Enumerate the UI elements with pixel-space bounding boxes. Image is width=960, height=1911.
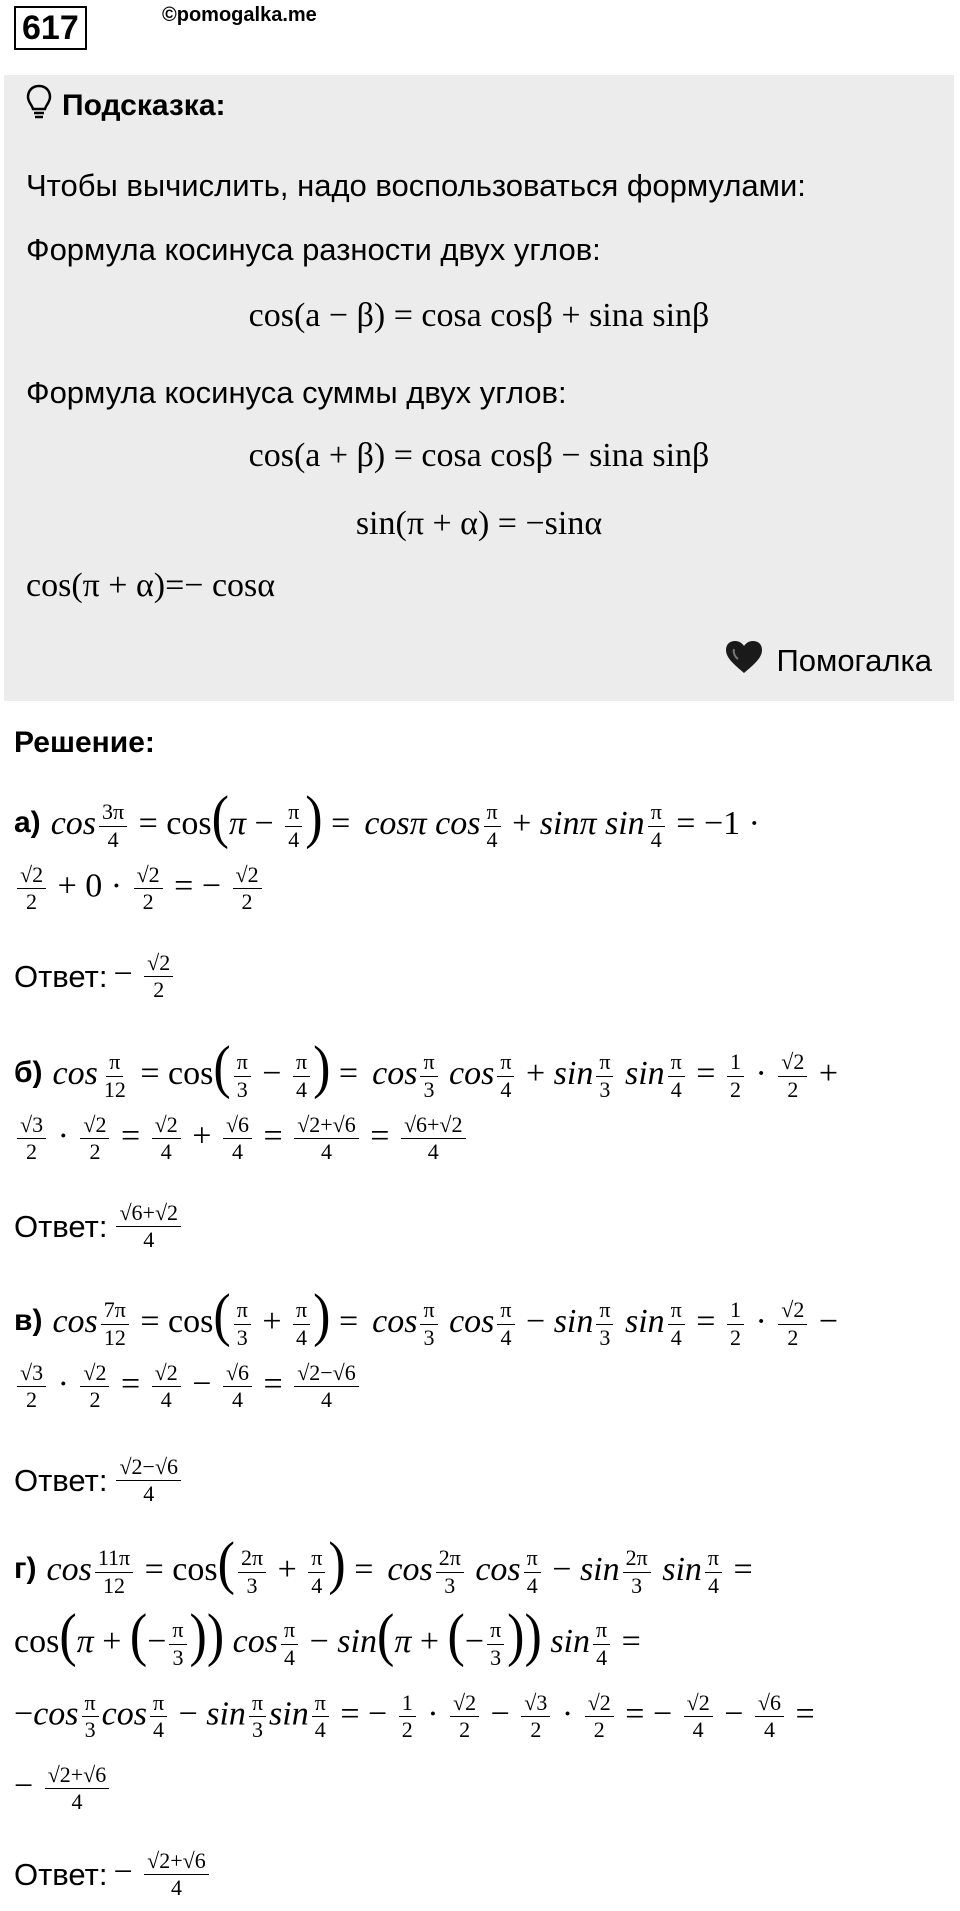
solution-g-label: г) (14, 1551, 37, 1585)
site-watermark: ©pomogalka.me (162, 4, 317, 26)
answer-b-label: Ответ: (14, 1208, 108, 1244)
formula-sin-reduction: sin(π + α) = −sinα (355, 505, 603, 542)
solution-a-label: а) (14, 805, 41, 839)
heart-icon (724, 639, 764, 683)
lightbulb-icon (26, 84, 52, 128)
brand-label: Помогалка (776, 643, 932, 678)
solution-b-label: б) (14, 1055, 43, 1089)
solution-g-answer: Ответ: − $\frac{√2+√6}{4}$ (14, 1848, 212, 1902)
hint-title: Подсказка: (62, 89, 226, 122)
solution-a-answer: Ответ: − $\frac{√2}{2}$ (14, 950, 176, 1004)
solution-v-label: в) (14, 1303, 43, 1337)
solution-g-line-1: г) cos $\frac{11\pi}{12}$ = cos( $\frac{2\pi}{3}$ + $\frac{\pi}{4}$ ) = cos $\frac{2\pi}{3}$ cos $\frac{\pi}{4}$ − sin $\frac{2\pi}{3}$ sin $\frac{\pi}{4}$ = (14, 1530, 753, 1598)
solution-v-answer: Ответ: $\frac{√2-√6}{4}$ (14, 1454, 184, 1508)
solution-b-line-2: $\frac{√3}{2}$ · $\frac{√2}{2}$ = $\frac{√2}{4}$ + $\frac{√6}{4}$ = $\frac{√2+√6}{4}$ = $\frac{√6+√2}{4}$ (14, 1112, 469, 1166)
formula-cos-difference: cos(a − β) = cosa cosβ + sina sinβ (248, 297, 710, 334)
brand (724, 639, 932, 683)
solution-b-answer: Ответ: $\frac{√6+√2}{4}$ (14, 1200, 184, 1254)
hint-header (26, 85, 226, 127)
solution-a-line-1: а) cos $\frac{3\pi}{4}$ = cos(π − $\frac{\pi}{4}$ ) = cosπ cos $\frac{\pi}{4}$ + sinπ sin $\frac{\pi}{4}$ = −1 · (14, 784, 760, 852)
solution-a-line-2: $\frac{√2}{2}$ + 0 · $\frac{√2}{2}$ = − $\frac{√2}{2}$ (14, 862, 265, 916)
formula-cos-sum: cos(a + β) = cosa cosβ − sina sinβ (248, 437, 710, 474)
hint-box (4, 75, 954, 701)
problem-number: 617 (14, 6, 87, 50)
solution-b-line-1: б) cos $\frac{\pi}{12}$ = cos( $\frac{\pi}{3}$ − $\frac{\pi}{4}$ ) = cos $\frac{\pi}{3}$ cos $\frac{\pi}{4}$ + sin $\frac{\pi}{3}$ sin $\frac{\pi}{4}$ = $\frac{1}{2}$ · $\frac{√2}{2}$ + (14, 1034, 839, 1102)
answer-v-label: Ответ: (14, 1462, 108, 1498)
formula-cos-reduction: cos(π + α)=− cosα (26, 567, 276, 604)
hint-line-1: Чтобы вычислить, надо воспользоваться формулами: (26, 168, 806, 203)
solution-v-line-2: $\frac{√3}{2}$ · $\frac{√2}{2}$ = $\frac{√2}{4}$ − $\frac{√6}{4}$ = $\frac{√2-√6}{4}$ (14, 1360, 362, 1414)
answer-a-label: Ответ: (14, 958, 108, 994)
solution-g-line-4: − $\frac{√2+√6}{4}$ (14, 1762, 112, 1816)
solution-g-line-2: cos(π + (− $\frac{\pi}{3}$ )) cos $\frac{\pi}{4}$ − sin(π + (− $\frac{\pi}{3}$ )) sin $\frac{\pi}{4}$ = (14, 1602, 641, 1670)
solution-g-line-3: −cos $\frac{\pi}{3}$ cos $\frac{\pi}{4}$ − sin $\frac{\pi}{3}$ sin $\frac{\pi}{4}$ = − $\frac{1}{2}$ · $\frac{√2}{2}$ − $\frac{√3}{2}$ · $\frac{√2}{2}$ = − $\frac{√2}{4}$ − $\frac{√6}{4}$ = (14, 1690, 815, 1743)
answer-g-label: Ответ: (14, 1856, 108, 1892)
hint-line-2: Формула косинуса разности двух углов: (26, 232, 601, 267)
solution-title: Решение: (14, 726, 155, 759)
hint-line-3: Формула косинуса суммы двух углов: (26, 375, 567, 410)
solution-v-line-1: в) cos $\frac{7\pi}{12}$ = cos( $\frac{\pi}{3}$ + $\frac{\pi}{4}$ ) = cos $\frac{\pi}{3}$ cos $\frac{\pi}{4}$ − sin $\frac{\pi}{3}$ sin $\frac{\pi}{4}$ = $\frac{1}{2}$ · $\frac{√2}{2}$ − (14, 1282, 839, 1350)
